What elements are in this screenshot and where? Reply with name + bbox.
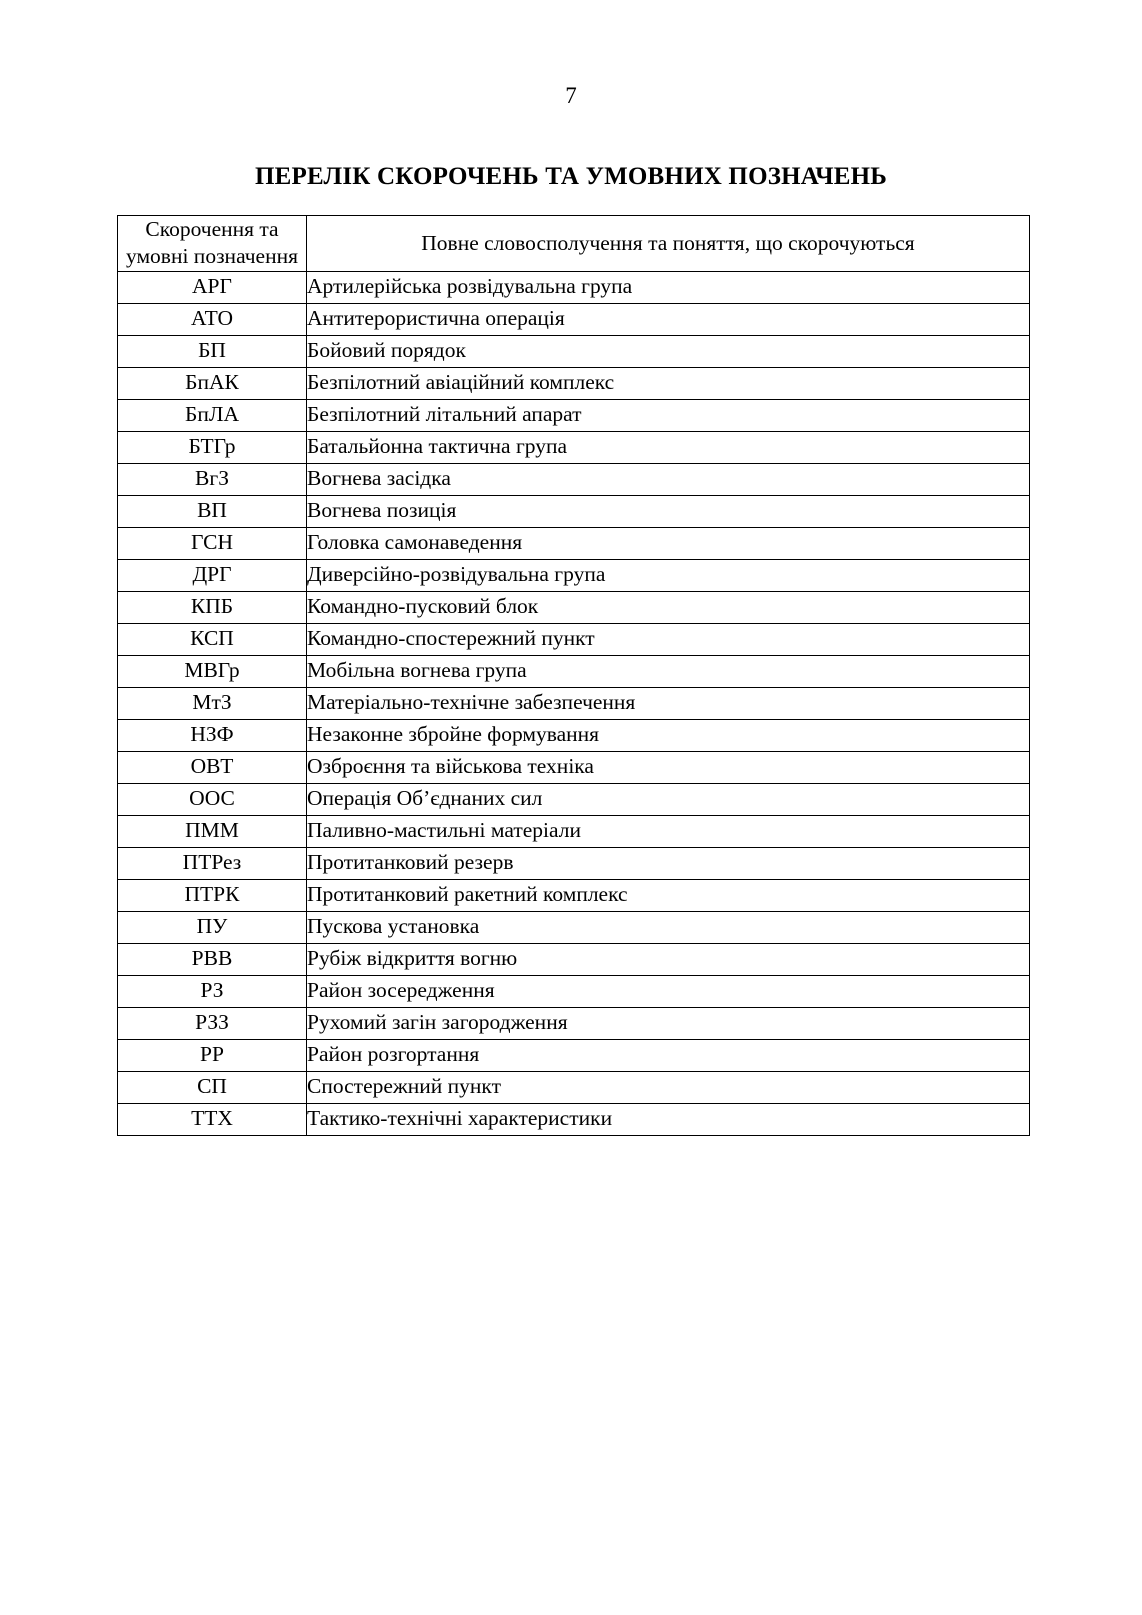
cell-full-form: Рубіж відкриття вогню xyxy=(307,943,1030,975)
cell-abbreviation: РР xyxy=(118,1039,307,1071)
table-row xyxy=(118,303,1030,335)
cell-full-form: Тактико-технічні характеристики xyxy=(307,1103,1030,1135)
table-row xyxy=(118,655,1030,687)
cell-abbreviation: БпЛА xyxy=(118,399,307,431)
cell-abbreviation: ООС xyxy=(118,783,307,815)
cell-full-form: Вогнева засідка xyxy=(307,463,1030,495)
table-row xyxy=(118,1071,1030,1103)
table-row xyxy=(118,847,1030,879)
cell-abbreviation: ТТХ xyxy=(118,1103,307,1135)
cell-abbreviation: ГСН xyxy=(118,527,307,559)
cell-full-form: Незаконне збройне формування xyxy=(307,719,1030,751)
cell-abbreviation: ПТРК xyxy=(118,879,307,911)
cell-abbreviation: ПММ xyxy=(118,815,307,847)
cell-full-form: Артилерійська розвідувальна група xyxy=(307,271,1030,303)
cell-full-form: Безпілотний літальний апарат xyxy=(307,399,1030,431)
table-row xyxy=(118,975,1030,1007)
table-row xyxy=(118,943,1030,975)
table-body xyxy=(118,271,1030,1135)
cell-full-form: Антитерористична операція xyxy=(307,303,1030,335)
table-row xyxy=(118,591,1030,623)
cell-abbreviation: БП xyxy=(118,335,307,367)
cell-abbreviation: РЗ xyxy=(118,975,307,1007)
cell-full-form: Вогнева позиція xyxy=(307,495,1030,527)
table-row xyxy=(118,623,1030,655)
cell-full-form: Мобільна вогнева група xyxy=(307,655,1030,687)
cell-abbreviation: РВВ xyxy=(118,943,307,975)
table-row xyxy=(118,687,1030,719)
cell-full-form: Бойовий порядок xyxy=(307,335,1030,367)
abbreviations-table xyxy=(117,215,1030,1136)
cell-abbreviation: КСП xyxy=(118,623,307,655)
cell-abbreviation: ДРГ xyxy=(118,559,307,591)
table-row xyxy=(118,527,1030,559)
table-row xyxy=(118,879,1030,911)
cell-full-form: Протитанковий резерв xyxy=(307,847,1030,879)
cell-abbreviation: МВГр xyxy=(118,655,307,687)
cell-full-form: Протитанковий ракетний комплекс xyxy=(307,879,1030,911)
cell-abbreviation: ПТРез xyxy=(118,847,307,879)
table-row xyxy=(118,1103,1030,1135)
cell-abbreviation: МтЗ xyxy=(118,687,307,719)
table-row xyxy=(118,559,1030,591)
cell-full-form: Батальйонна тактична група xyxy=(307,431,1030,463)
table-row xyxy=(118,1039,1030,1071)
cell-abbreviation: КПБ xyxy=(118,591,307,623)
table-row xyxy=(118,495,1030,527)
table-row xyxy=(118,399,1030,431)
cell-abbreviation: ВП xyxy=(118,495,307,527)
table-row xyxy=(118,271,1030,303)
cell-abbreviation: АРГ xyxy=(118,271,307,303)
page-title: ПЕРЕЛІК СКОРОЧЕНЬ ТА УМОВНИХ ПОЗНАЧЕНЬ xyxy=(254,163,888,190)
cell-abbreviation: ПУ xyxy=(118,911,307,943)
cell-abbreviation: БпАК xyxy=(118,367,307,399)
table-row xyxy=(118,911,1030,943)
cell-abbreviation: АТО xyxy=(118,303,307,335)
column-header-abbreviation: Скорочення та умовні позначення xyxy=(118,216,307,272)
table-row xyxy=(118,751,1030,783)
cell-full-form: Безпілотний авіаційний комплекс xyxy=(307,367,1030,399)
cell-abbreviation: РЗЗ xyxy=(118,1007,307,1039)
table-row xyxy=(118,783,1030,815)
table-row xyxy=(118,431,1030,463)
table-row xyxy=(118,719,1030,751)
table-header-row xyxy=(118,216,1030,272)
cell-full-form: Командно-спостережний пункт xyxy=(307,623,1030,655)
table-row xyxy=(118,1007,1030,1039)
cell-abbreviation: СП xyxy=(118,1071,307,1103)
cell-abbreviation: БТГр xyxy=(118,431,307,463)
table-row xyxy=(118,463,1030,495)
page-number: 7 xyxy=(565,83,577,108)
cell-full-form: Диверсійно-розвідувальна група xyxy=(307,559,1030,591)
cell-full-form: Пускова установка xyxy=(307,911,1030,943)
cell-full-form: Район зосередження xyxy=(307,975,1030,1007)
table-row xyxy=(118,815,1030,847)
cell-full-form: Озброєння та військова техніка xyxy=(307,751,1030,783)
table-row xyxy=(118,367,1030,399)
cell-full-form: Спостережний пункт xyxy=(307,1071,1030,1103)
column-header-full-form: Повне словосполучення та поняття, що скорочуються xyxy=(307,216,1030,272)
cell-full-form: Рухомий загін загородження xyxy=(307,1007,1030,1039)
cell-full-form: Командно-пусковий блок xyxy=(307,591,1030,623)
cell-full-form: Операція Об’єднаних сил xyxy=(307,783,1030,815)
cell-abbreviation: ВгЗ xyxy=(118,463,307,495)
table-row xyxy=(118,335,1030,367)
cell-full-form: Головка самонаведення xyxy=(307,527,1030,559)
cell-full-form: Паливно-мастильні матеріали xyxy=(307,815,1030,847)
cell-abbreviation: НЗФ xyxy=(118,719,307,751)
cell-abbreviation: ОВТ xyxy=(118,751,307,783)
abbreviations-table-container xyxy=(117,215,1029,1136)
cell-full-form: Матеріально-технічне забезпечення xyxy=(307,687,1030,719)
cell-full-form: Район розгортання xyxy=(307,1039,1030,1071)
